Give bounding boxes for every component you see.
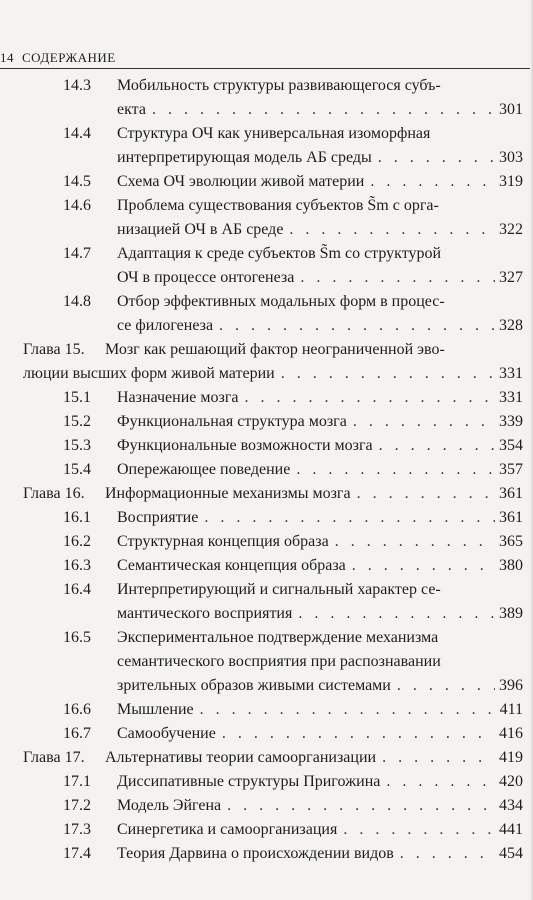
section-number: 16.6 [63,701,91,718]
dot-leader [289,218,495,242]
dot-leader [200,698,496,722]
toc-section-entry [0,578,533,626]
entry-title [117,434,523,458]
toc-section-entry [0,170,533,194]
dot-leader [204,506,495,530]
dot-leader [227,794,495,818]
entry-title-line: екта [117,101,146,118]
page-ref: 389 [499,605,523,622]
dot-leader [335,530,495,554]
page-ref: 420 [499,773,523,790]
entry-last-line [117,554,523,578]
entry-title [117,386,523,410]
toc-section-entry [0,722,533,746]
entry-last-line [117,170,523,194]
section-number: 16.2 [63,533,91,550]
toc-section-entry [0,458,533,482]
entry-last-line [117,386,523,410]
entry-last-line [117,698,523,722]
entry-title [117,290,523,338]
section-number: 15.3 [63,437,91,454]
page-ref: 419 [499,749,523,766]
toc-section-entry [0,242,533,290]
entry-title [23,746,523,770]
entry-title-line: мантического восприятия [117,605,293,622]
toc-section-entry [0,530,533,554]
entry-last-line [117,722,523,746]
dot-leader [296,458,495,482]
section-number: 17.3 [63,821,91,838]
dot-leader [397,674,495,698]
entry-title-line: Информационные механизмы мозга [105,485,351,502]
entry-last-line [117,794,523,818]
page-ref: 357 [499,461,523,478]
toc-chapter-entry [0,338,533,386]
page-ref: 303 [499,149,523,166]
section-number: 16.7 [63,725,91,742]
dot-leader [300,266,495,290]
entry-title-line: Адаптация к среде субъектов S̃m со структурой [117,245,442,262]
section-number: 15.2 [63,413,91,430]
section-number: 16.4 [63,581,91,598]
page-ref: 331 [499,389,523,406]
toc-section-entry [0,794,533,818]
page-ref: 301 [499,101,523,118]
entry-title [117,722,523,746]
toc-section-entry [0,698,533,722]
entry-last-line [117,146,523,170]
entry-title [117,698,523,722]
toc-section-entry [0,818,533,842]
page-ref: 327 [499,269,523,286]
page-header [0,50,533,70]
section-number: 17.2 [63,797,91,814]
entry-title-line: Мышление [117,701,194,718]
section-number: 14.6 [63,197,91,214]
entry-title-line: Функциональная структура мозга [117,413,347,430]
toc-section-entry [0,194,533,242]
entry-title-line: Теория Дарвина о происхождении видов [117,845,394,862]
entry-title [117,530,523,554]
entry-last-line [23,746,523,770]
page-ref: 322 [499,221,523,238]
entry-last-line [117,530,523,554]
entry-title-line: Структурная концепция образа [117,533,329,550]
dot-leader [152,98,495,122]
entry-title-line: Проблема существования субъектов S̃m с орга- [117,197,439,214]
entry-last-line [117,410,523,434]
section-number: 14.3 [63,77,91,94]
dot-leader [386,770,495,794]
toc-section-entry [0,626,533,698]
entry-title [117,554,523,578]
chapter-number: Глава 17. [23,749,85,766]
entry-title-line: Диссипативные структуры Пригожина [117,773,381,790]
toc-section-entry [0,74,533,122]
page-ref: 441 [499,821,523,838]
entry-last-line [23,482,523,506]
entry-title-line: ОЧ в процессе онтогенеза [117,269,295,286]
entry-last-line [117,434,523,458]
entry-title-line: Самообучение [117,725,216,742]
page-ref: 411 [499,701,523,718]
entry-title [117,842,523,866]
section-number: 15.4 [63,461,91,478]
entry-title-line: зрительных образов живыми системами [117,677,391,694]
entry-title-line: Интерпретирующий и сигнальный характер се- [117,581,441,598]
toc-section-entry [0,770,533,794]
entry-title [117,242,523,290]
entry-title-line: Синергетика и самоорганизация [117,821,338,838]
dot-leader [353,410,495,434]
entry-title [117,194,523,242]
toc-section-entry [0,122,533,170]
dot-leader [343,818,495,842]
entry-title-line: люции высших форм живой материи [23,365,275,382]
entry-last-line [117,314,523,338]
running-title: СОДЕРЖАНИЕ [22,50,116,65]
toc-section-entry [0,410,533,434]
entry-title [117,122,523,170]
entry-title-line: Мозг как решающий фактор неограниченной эво- [105,341,445,358]
chapter-number: Глава 16. [23,485,85,502]
entry-title-line: Модель Эйгена [117,797,222,814]
entry-last-line [117,218,523,242]
entry-title [117,794,523,818]
page-ref: 328 [499,317,523,334]
entry-last-line [117,506,523,530]
entry-title [117,578,523,626]
dot-leader [219,314,495,338]
entry-title [117,626,523,698]
page-ref: 416 [499,725,523,742]
dot-leader [382,746,495,770]
entry-last-line [117,602,523,626]
toc-chapter-entry [0,482,533,506]
entry-title [117,818,523,842]
section-number: 14.5 [63,173,91,190]
entry-title-line: Альтернативы теории самоорганизации [105,749,377,766]
page-ref: 361 [499,509,523,526]
entry-last-line [117,842,523,866]
dot-leader [370,170,495,194]
section-number: 17.4 [63,845,91,862]
dot-leader [378,146,495,170]
page-number: 14 [0,50,14,65]
entry-title [117,410,523,434]
entry-title-line: Функциональные возможности мозга [117,437,373,454]
toc-section-entry [0,434,533,458]
entry-title [117,506,523,530]
page-ref: 319 [499,173,523,190]
entry-last-line [23,362,523,386]
entry-last-line [117,98,523,122]
entry-last-line [117,674,523,698]
toc-section-entry [0,290,533,338]
entry-title-line: интерпретирующая модель АБ среды [117,149,372,166]
toc-section-entry [0,842,533,866]
dot-leader [298,602,495,626]
header-rule [0,68,533,69]
section-number: 14.7 [63,245,91,262]
entry-title-line: Назначение мозга [117,389,239,406]
dot-leader [379,434,495,458]
section-number: 16.1 [63,509,91,526]
entry-title-line: низацией ОЧ в АБ среде [117,221,284,238]
entry-last-line [117,458,523,482]
entry-last-line [117,818,523,842]
entry-title-line: Экспериментальное подтверждение механизма [117,629,439,646]
entry-title [117,770,523,794]
entry-title-line: Схема ОЧ эволюции живой материи [117,173,365,190]
entry-title [23,482,523,506]
section-number: 14.4 [63,125,91,142]
page-ref: 434 [499,797,523,814]
entry-title [117,170,523,194]
page-ref: 339 [499,413,523,430]
entry-title-line: Отбор эффективных модальных форм в процес- [117,293,445,310]
entry-title-line: се филогенеза [117,317,214,334]
entry-title-line: Структура ОЧ как универсальная изоморфная [117,125,431,142]
dot-leader [357,482,495,506]
dot-leader [400,842,495,866]
page-ref: 380 [499,557,523,574]
entry-title-line: семантического восприятия при распознавании [117,653,441,670]
section-number: 15.1 [63,389,91,406]
dot-leader [352,554,495,578]
entry-title-line: Семантическая концепция образа [117,557,346,574]
entry-title [23,338,523,386]
entry-last-line [117,770,523,794]
dot-leader [222,722,495,746]
toc-chapter-entry [0,746,533,770]
section-number: 16.5 [63,629,91,646]
section-number: 16.3 [63,557,91,574]
page-ref: 354 [499,437,523,454]
page-ref: 396 [499,677,523,694]
entry-title [117,74,523,122]
section-number: 17.1 [63,773,91,790]
dot-leader [244,386,495,410]
entry-title-line: Мобильность структуры развивающегося субъ- [117,77,441,94]
page-ref: 331 [499,365,523,382]
entry-title-line: Опережающее поведение [117,461,291,478]
toc-section-entry [0,554,533,578]
section-number: 14.8 [63,293,91,310]
toc-section-entry [0,386,533,410]
chapter-number: Глава 15. [23,341,85,358]
page-ref: 454 [499,845,523,862]
entry-title-line: Восприятие [117,509,199,526]
entry-last-line [117,266,523,290]
page-ref: 361 [499,485,523,502]
dot-leader [281,362,495,386]
toc-section-entry [0,506,533,530]
entry-title [117,458,523,482]
page-ref: 365 [499,533,523,550]
